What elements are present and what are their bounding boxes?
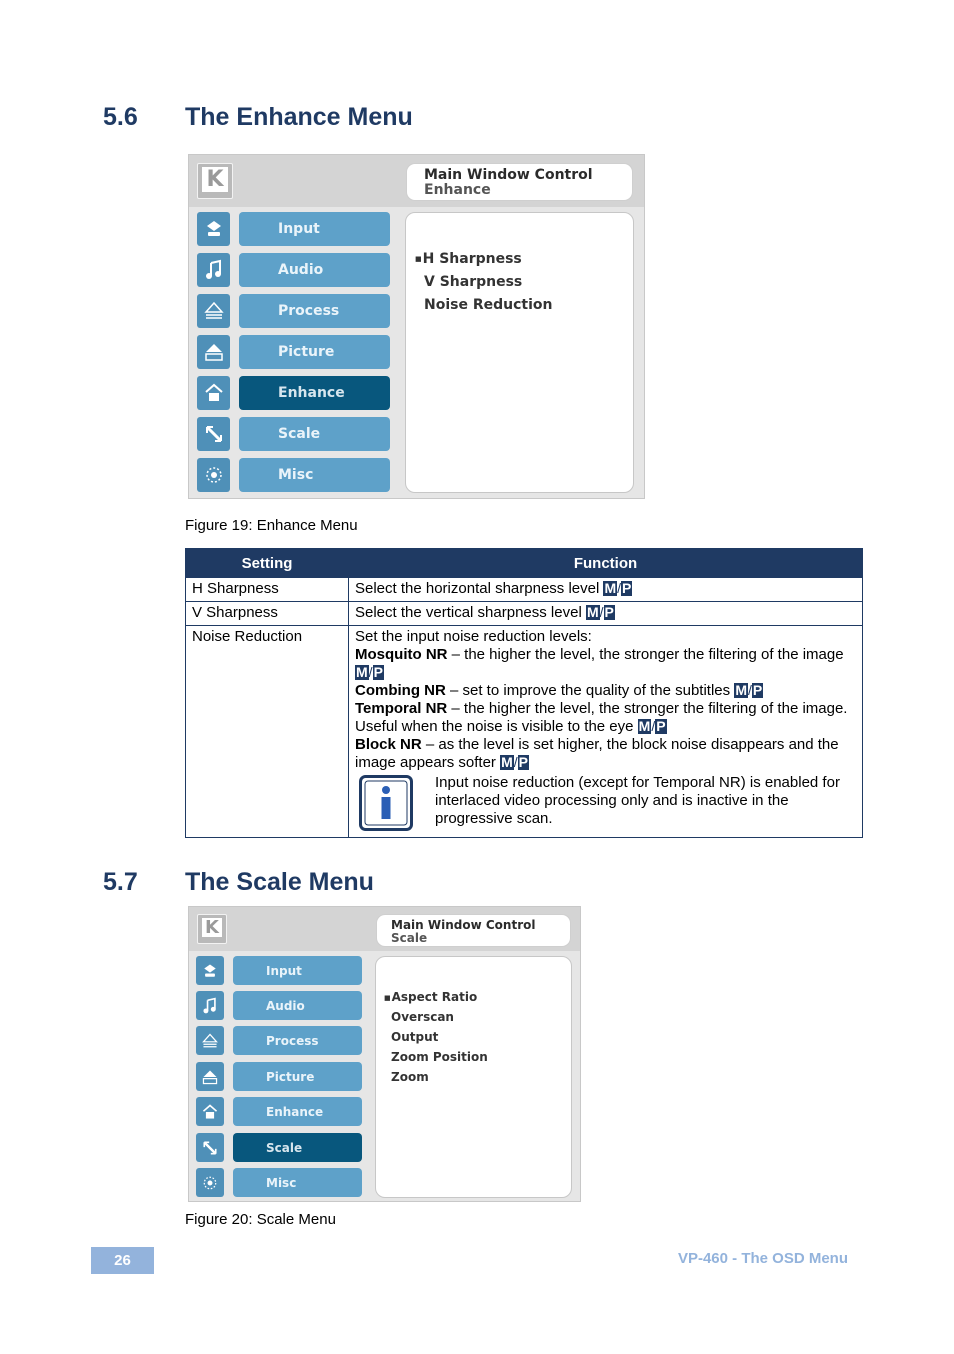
osd-button-scale[interactable]: Scale — [239, 417, 390, 451]
scale-icon — [197, 417, 230, 451]
osd-button-picture[interactable]: Picture — [233, 1062, 362, 1091]
osd-button-input[interactable]: Input — [233, 956, 362, 985]
section-heading-scale — [103, 868, 503, 900]
audio-icon — [196, 991, 224, 1020]
table-row — [186, 626, 863, 838]
osd-row-enhance[interactable] — [197, 376, 391, 410]
kramer-logo: K — [197, 163, 233, 199]
option-zoom-position[interactable]: Zoom Position — [391, 1050, 488, 1064]
osd-button-audio[interactable]: Audio — [239, 253, 390, 287]
mp-badge: M/P — [356, 664, 383, 680]
osd-button-process[interactable]: Process — [239, 294, 390, 328]
scale-menu-screenshot — [188, 906, 581, 1202]
osd-row-process[interactable] — [197, 294, 391, 328]
option-aspect-ratio[interactable]: ■Aspect Ratio — [384, 990, 478, 1004]
option-output[interactable]: Output — [391, 1030, 439, 1044]
mosquito-nr: Mosquito NR – the higher the level, the stronger the filtering of the image M/P — [355, 646, 844, 680]
osd-row-input[interactable] — [196, 956, 363, 985]
osd-header-sub: Enhance — [424, 182, 491, 198]
enhance-menu-screenshot — [188, 154, 645, 499]
osd-row-picture[interactable] — [197, 335, 391, 369]
function-cell — [349, 626, 863, 838]
option-overscan[interactable]: Overscan — [391, 1010, 454, 1024]
osd-options-panel — [405, 212, 634, 493]
function-cell: Select the vertical sharpness level M/P — [349, 602, 863, 626]
section-title: The Scale Menu — [185, 868, 374, 896]
osd-header — [406, 163, 633, 201]
osd-header — [376, 914, 571, 947]
osd-row-scale[interactable] — [196, 1133, 363, 1162]
osd-button-audio[interactable]: Audio — [233, 991, 362, 1020]
page-number: 26 — [91, 1247, 154, 1274]
osd-row-input[interactable] — [197, 212, 391, 246]
osd-header-title: Main Window Control — [391, 918, 536, 932]
audio-icon — [197, 253, 230, 287]
kramer-logo: K — [197, 914, 227, 944]
column-header-function: Function — [349, 549, 863, 578]
mp-badge: M/P — [638, 718, 666, 734]
info-icon — [359, 775, 413, 831]
osd-row-picture[interactable] — [196, 1062, 363, 1091]
osd-button-enhance[interactable]: Enhance — [233, 1097, 362, 1126]
block-nr: Block NR – as the level is set higher, the block noise disappears and the image appears softer M/P — [355, 736, 839, 771]
osd-row-enhance[interactable] — [196, 1097, 363, 1126]
misc-icon — [196, 1168, 224, 1197]
osd-button-process[interactable]: Process — [233, 1026, 362, 1055]
mp-badge: M/P — [501, 754, 528, 770]
table-row — [186, 578, 863, 602]
osd-row-audio[interactable] — [196, 991, 363, 1020]
picture-icon — [197, 335, 230, 369]
nr-intro: Set the input noise reduction levels: — [355, 628, 592, 645]
picture-icon — [196, 1062, 224, 1091]
osd-button-misc[interactable]: Misc — [239, 458, 390, 492]
section-number: 5.6 — [103, 103, 138, 131]
process-icon — [196, 1026, 224, 1055]
setting-cell: V Sharpness — [186, 602, 349, 626]
option-zoom[interactable]: Zoom — [391, 1070, 429, 1084]
osd-row-scale[interactable] — [197, 417, 391, 451]
temporal-nr: Temporal NR – the higher the level, the stronger the filtering of the image. Useful when the noise is visible to the eye M/P — [355, 700, 848, 735]
osd-row-misc[interactable] — [197, 458, 391, 492]
input-icon — [197, 212, 230, 246]
osd-header-sub: Scale — [391, 931, 428, 945]
table-row — [186, 602, 863, 626]
osd-button-picture[interactable]: Picture — [239, 335, 390, 369]
mp-badge: M/P — [735, 682, 763, 698]
figure-caption-20: Figure 20: Scale Menu — [185, 1211, 336, 1228]
note-text: Input noise reduction (except for Temporal NR) is enabled for interlaced video processing only and is inactive in the progressive scan. — [435, 774, 840, 827]
mp-badge: M/P — [586, 604, 614, 620]
osd-button-scale[interactable]: Scale — [233, 1133, 362, 1162]
setting-cell: Noise Reduction — [186, 626, 349, 838]
section-title: The Enhance Menu — [185, 103, 413, 131]
option-noise-reduction[interactable]: Noise Reduction — [424, 297, 553, 313]
enhance-icon — [197, 376, 230, 410]
osd-button-misc[interactable]: Misc — [233, 1168, 362, 1197]
osd-button-enhance[interactable]: Enhance — [239, 376, 390, 410]
osd-options-panel — [375, 956, 572, 1198]
osd-row-audio[interactable] — [197, 253, 391, 287]
column-header-setting: Setting — [186, 549, 349, 578]
enhance-icon — [196, 1097, 224, 1126]
option-h-sharpness[interactable]: ■H Sharpness — [415, 251, 522, 267]
input-icon — [196, 956, 224, 985]
osd-row-process[interactable] — [196, 1026, 363, 1055]
osd-button-input[interactable]: Input — [239, 212, 390, 246]
setting-cell: H Sharpness — [186, 578, 349, 602]
mp-badge: M/P — [604, 580, 632, 596]
section-heading-enhance — [103, 103, 503, 135]
enhance-settings-table — [185, 548, 863, 838]
process-icon — [197, 294, 230, 328]
footer-title: VP-460 - The OSD Menu — [677, 1250, 848, 1267]
info-note — [355, 774, 856, 834]
combing-nr: Combing NR – set to improve the quality of the subtitles M/P — [355, 682, 763, 699]
section-number: 5.7 — [103, 868, 138, 896]
osd-row-misc[interactable] — [196, 1168, 363, 1197]
scale-icon — [196, 1133, 224, 1162]
option-v-sharpness[interactable]: V Sharpness — [424, 274, 523, 290]
osd-header-title: Main Window Control — [424, 167, 593, 183]
figure-caption-19: Figure 19: Enhance Menu — [185, 517, 358, 534]
function-cell: Select the horizontal sharpness level M/P — [349, 578, 863, 602]
misc-icon — [197, 458, 230, 492]
